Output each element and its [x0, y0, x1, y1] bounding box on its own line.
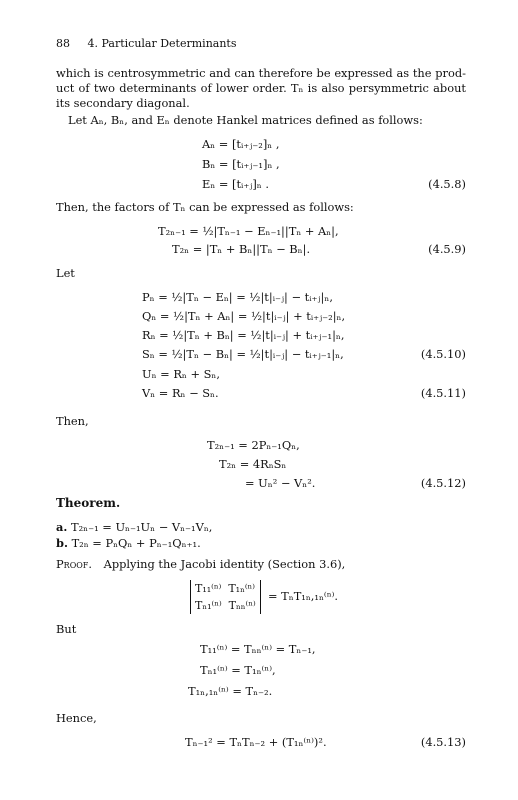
eq-cofactor-2: Tₙ₁⁽ⁿ⁾ = T₁ₙ⁽ⁿ⁾, — [200, 663, 276, 677]
eq-final: Tₙ₋₁² = TₙTₙ₋₂ + (T₁ₙ⁽ⁿ⁾)². — [185, 735, 327, 749]
eq-T2n-1: T₂ₙ₋₁ = ½|Tₙ₋₁ − Eₙ₋₁||Tₙ + Aₙ|, — [158, 224, 339, 238]
eq-number-4-5-10: (4.5.10) — [420, 347, 466, 361]
jacobi-m1n: T₁ₙ⁽ⁿ⁾ — [228, 582, 255, 595]
chapter-title: 4. Particular Determinants — [87, 37, 237, 50]
theorem-label-b: b. — [56, 536, 68, 550]
eq-Q: Qₙ = ½|Tₙ + Aₙ| = ½|t|ᵢ₋ⱼ| + tᵢ₊ⱼ₋₂|ₙ, — [142, 309, 346, 323]
eq-E: Eₙ = [tᵢ₊ⱼ]ₙ . — [202, 177, 269, 191]
eq-R: Rₙ = ½|Tₙ + Bₙ| = ½|t|ᵢ₋ⱼ| + tᵢ₊ⱼ₋₁|ₙ, — [142, 328, 345, 342]
eq-S: Sₙ = ½|Tₙ − Bₙ| = ½|t|ᵢ₋ⱼ| − tᵢ₊ⱼ₋₁|ₙ, — [142, 347, 344, 361]
jacobi-mnn: Tₙₙ⁽ⁿ⁾ — [228, 599, 256, 612]
eq-number-4-5-12: (4.5.12) — [420, 476, 466, 490]
eq-number-4-5-13: (4.5.13) — [420, 735, 466, 749]
eq-P: Pₙ = ½|Tₙ − Eₙ| = ½|t|ᵢ₋ⱼ| − tᵢ₊ⱼ|ₙ, — [142, 290, 333, 304]
eq-V: Vₙ = Rₙ − Sₙ. — [142, 386, 219, 400]
theorem-label-a: a. — [56, 520, 68, 534]
hankel-intro: Let Aₙ, Bₙ, and Eₙ denote Hankel matrices defined as follows: — [68, 113, 423, 127]
intro-line-1: which is centrosymmetric and can therefore be expressed as the prod- — [56, 66, 466, 80]
theorem-item-a — [56, 520, 466, 535]
let-text: Let — [56, 266, 75, 280]
theorem-item-b — [56, 536, 466, 551]
eq-T2n-1-product: T₂ₙ₋₁ = 2Pₙ₋₁Qₙ, — [207, 438, 300, 452]
eq-cofactor-3: T₁ₙ,₁ₙ⁽ⁿ⁾ = Tₙ₋₂. — [188, 684, 273, 698]
page-number: 88 — [56, 37, 70, 50]
eq-T2n-squares: = Uₙ² − Vₙ². — [245, 476, 316, 490]
proof-line — [56, 557, 466, 572]
running-header — [56, 37, 237, 50]
eq-number-4-5-9: (4.5.9) — [428, 242, 466, 256]
eq-A: Aₙ = [tᵢ₊ⱼ₋₂]ₙ , — [202, 137, 280, 151]
theorem-title: Theorem. — [56, 496, 121, 510]
eq-cofactor-1: T₁₁⁽ⁿ⁾ = Tₙₙ⁽ⁿ⁾ = Tₙ₋₁, — [200, 642, 316, 656]
proof-label: Proof. — [56, 557, 92, 571]
eq-U: Uₙ = Rₙ + Sₙ, — [142, 367, 220, 381]
proof-text: Applying the Jacobi identity (Section 3.6), — [103, 557, 346, 571]
eq-T2n-product: T₂ₙ = 4RₙSₙ — [219, 457, 287, 471]
jacobi-determinant — [190, 580, 261, 614]
intro-line-3: its secondary diagonal. — [56, 96, 190, 110]
theorem-text-b: T₂ₙ = PₙQₙ + Pₙ₋₁Qₙ₊₁. — [71, 536, 201, 550]
jacobi-m11: T₁₁⁽ⁿ⁾ — [195, 582, 222, 595]
eq-B: Bₙ = [tᵢ₊ⱼ₋₁]ₙ , — [202, 157, 280, 171]
eq-T2n: T₂ₙ = |Tₙ + Bₙ||Tₙ − Bₙ|. — [172, 242, 311, 256]
theorem-text-a: T₂ₙ₋₁ = Uₙ₋₁Uₙ − Vₙ₋₁Vₙ, — [70, 520, 213, 534]
intro-line-2: uct of two determinants of lower order. Tₙ is also persymmetric about — [56, 81, 466, 95]
eq-number-4-5-8: (4.5.8) — [428, 177, 466, 191]
but-text: But — [56, 622, 77, 636]
jacobi-mn1: Tₙ₁⁽ⁿ⁾ — [195, 599, 222, 612]
hence-text: Hence, — [56, 711, 97, 725]
then-text: Then, — [56, 414, 89, 428]
eq-number-4-5-11: (4.5.11) — [420, 386, 466, 400]
factors-intro: Then, the factors of Tₙ can be expressed as follows: — [56, 200, 354, 214]
jacobi-rhs: = TₙT₁ₙ,₁ₙ⁽ⁿ⁾. — [268, 589, 339, 603]
